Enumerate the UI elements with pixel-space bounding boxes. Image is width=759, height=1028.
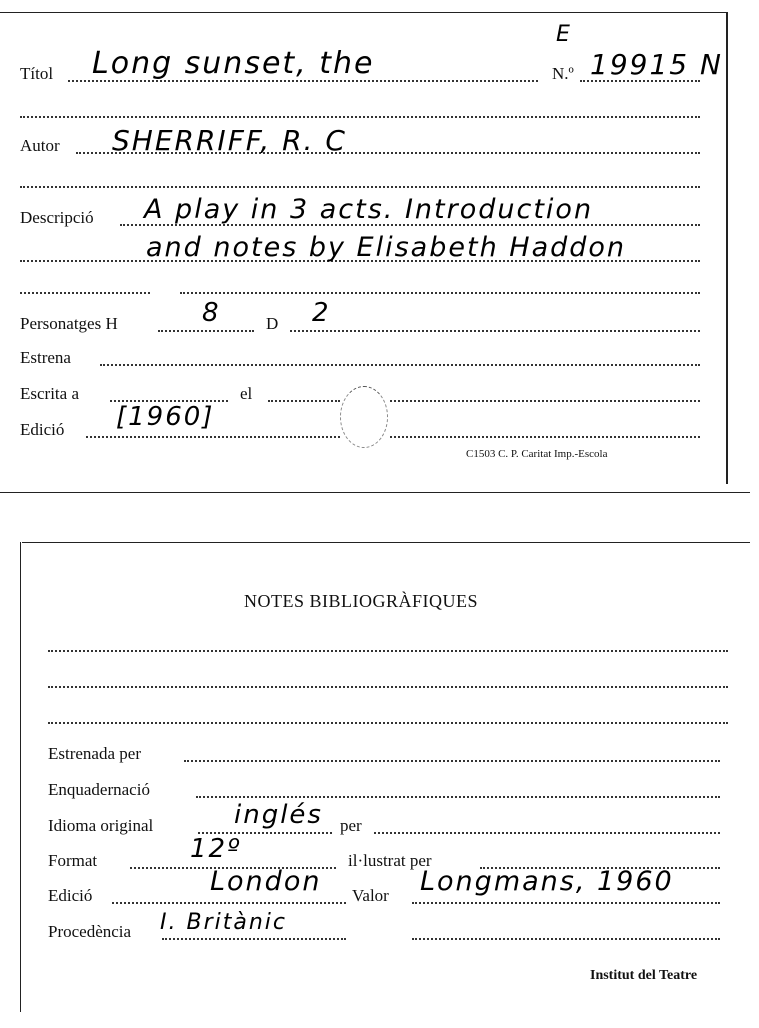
description-line-2: and notes by Elisabeth Haddon [146,232,627,263]
number-value: 19915 N [590,48,723,81]
description-label: Descripció [20,208,94,227]
binding-label: Enquadernació [48,780,150,799]
title-label: Títol [20,64,54,83]
institution-footer: Institut del Teatre [590,968,698,983]
edition-place-value: London [210,866,322,897]
author-label: Autor [20,136,60,155]
characters-label: Personatges H [20,314,118,333]
edition-value: [1960] [116,402,215,432]
edition-label: Edició [20,420,65,439]
written-at-label: Escrita a [20,384,79,403]
provenance-value: I. Britànic [160,910,287,935]
premiere-label: Estrena [20,348,71,367]
title-value: Long sunset, the [92,46,375,81]
author-value: SHERRIFF, R. C [112,124,347,157]
number-mark: E [556,22,572,47]
edition-place-label: Edició [48,886,93,905]
illustrated-by-label: il·lustrat per [348,851,432,870]
number-label: N.º [552,64,574,83]
characters-female-label: D [266,314,279,333]
value-label: Valor [352,886,389,905]
provenance-label: Procedència [48,922,132,941]
notes-heading: NOTES BIBLIOGRÀFIQUES [244,591,479,611]
original-language-label: Idioma original [48,816,154,835]
translated-by-label: per [340,816,362,835]
original-language-value: inglés [234,800,323,830]
format-value: 12º [190,834,242,864]
description-line-1: A play in 3 acts. Introduction [144,194,594,225]
printer-imprint: C1503 C. P. Caritat Imp.-Escola [466,448,608,460]
characters-male-value: 8 [202,298,221,328]
written-date-label: el [240,384,253,403]
publisher-value: Longmans, 1960 [420,866,674,897]
premiered-by-label: Estrenada per [48,744,141,763]
format-label: Format [48,851,98,870]
punch-hole [340,386,388,448]
characters-female-value: 2 [312,298,331,328]
